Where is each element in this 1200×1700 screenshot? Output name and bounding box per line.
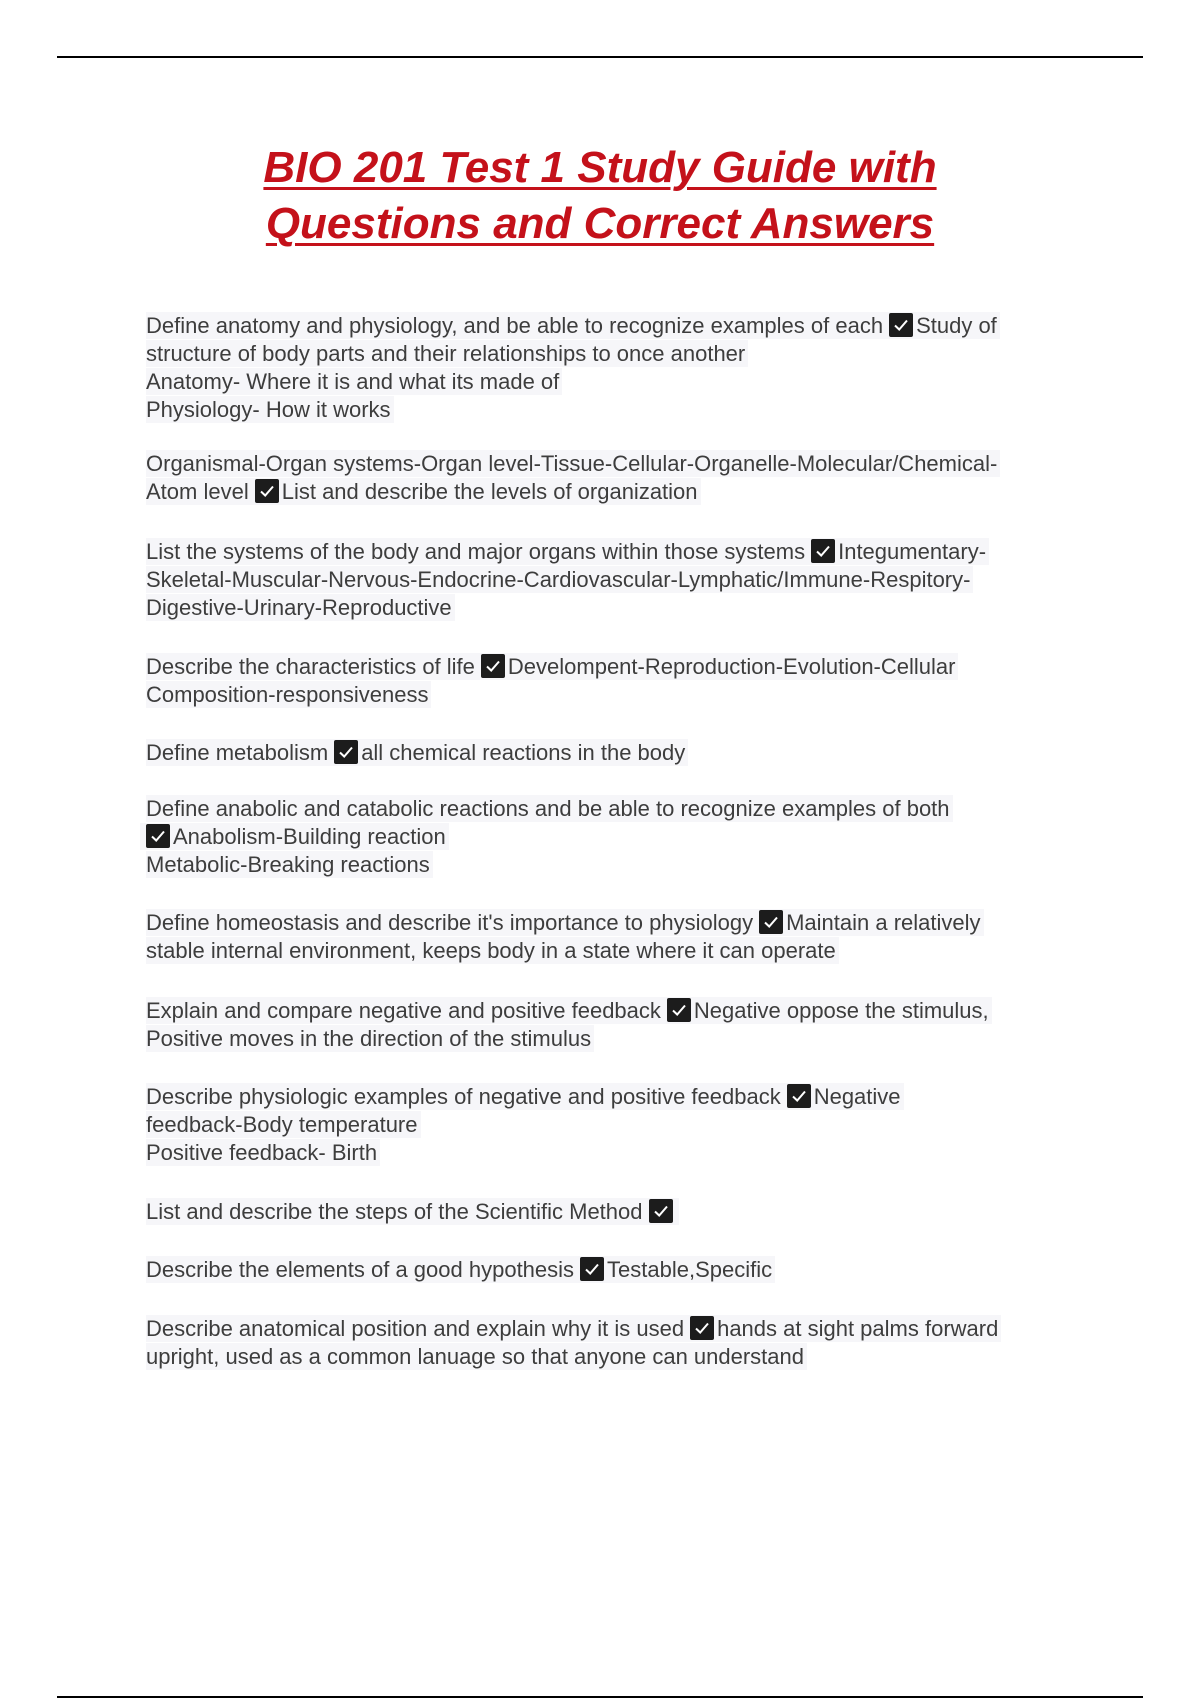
qa-line: [146, 739, 1096, 767]
qa-item: [146, 1083, 1096, 1167]
question-text: Organismal-Organ systems-Organ level-Tissue-Cellular-Organelle-Molecular/Chemical-: [146, 450, 1000, 477]
check-box-icon: [649, 1199, 673, 1223]
qa-line: [146, 368, 1096, 396]
check-box-icon: [580, 1257, 604, 1281]
check-box-icon: [334, 740, 358, 764]
qa-item: [146, 909, 1096, 965]
check-box-icon: [811, 539, 835, 563]
qa-item: [146, 1315, 1096, 1371]
answer-text: Negative oppose the stimulus,: [693, 998, 989, 1023]
check-box-icon: [481, 654, 505, 678]
answer-text: all chemical reactions in the body: [361, 740, 686, 765]
question-text: Explain and compare negative and positive feedback: [146, 998, 661, 1023]
question-text: Describe physiologic examples of negative and positive feedback: [146, 1084, 781, 1109]
qa-line: [146, 1343, 1096, 1371]
answer-text: Positive moves in the direction of the stimulus: [146, 1025, 594, 1052]
bottom-divider: [57, 1696, 1143, 1698]
answer-text: Integumentary-: [838, 539, 987, 564]
check-box-icon: [889, 313, 913, 337]
qa-item: [146, 450, 1096, 506]
answer-text: Metabolic-Breaking reactions: [146, 851, 433, 878]
answer-text: Study of: [916, 313, 997, 338]
question-text: Define anabolic and catabolic reactions and be able to recognize examples of both: [146, 795, 953, 822]
document-title: [0, 140, 1200, 252]
qa-line: [146, 795, 1096, 823]
answer-text: hands at sight palms forward: [717, 1316, 999, 1341]
qa-item: [146, 653, 1096, 709]
answer-text: Maintain a relatively: [786, 910, 981, 935]
answer-text: Positive feedback- Birth: [146, 1139, 380, 1166]
qa-line: [146, 909, 1096, 937]
title-line-2: Questions and Correct Answers: [265, 199, 935, 248]
question-text: Atom level: [146, 479, 249, 504]
answer-text: structure of body parts and their relationships to once another: [146, 340, 748, 367]
qa-line: [146, 566, 1096, 594]
question-text: Describe anatomical position and explain why it is used: [146, 1316, 685, 1341]
check-box-icon: [146, 824, 170, 848]
answer-text: Composition-responsiveness: [146, 681, 431, 708]
question-text: Describe the elements of a good hypothesis: [146, 1257, 575, 1282]
qa-line: [146, 478, 1096, 506]
qa-line: [146, 312, 1096, 340]
qa-line: [146, 1256, 1096, 1284]
qa-line: [146, 1111, 1096, 1139]
qa-line: [146, 538, 1096, 566]
qa-line: [146, 340, 1096, 368]
qa-line: [146, 396, 1096, 424]
check-box-icon: [667, 998, 691, 1022]
answer-text: feedback-Body temperature: [146, 1111, 421, 1138]
qa-line: [146, 1139, 1096, 1167]
qa-line: [146, 653, 1096, 681]
qa-line: [146, 1083, 1096, 1111]
qa-line: [146, 681, 1096, 709]
qa-item: [146, 739, 1096, 767]
qa-item: [146, 997, 1096, 1053]
answer-text: Digestive-Urinary-Reproductive: [146, 594, 455, 621]
answer-text: Testable,Specific: [607, 1257, 773, 1282]
question-text: List and describe the steps of the Scientific Method: [146, 1199, 643, 1224]
answer-text: Develompent-Reproduction-Evolution-Cellular: [507, 654, 956, 679]
qa-list: [146, 312, 1096, 1371]
qa-line: [146, 1198, 1096, 1226]
qa-line: [146, 851, 1096, 879]
qa-line: [140, 823, 1096, 851]
check-box-icon: [690, 1316, 714, 1340]
check-box-icon: [759, 910, 783, 934]
question-text: List the systems of the body and major organs within those systems: [146, 539, 806, 564]
answer-text: Physiology- How it works: [146, 396, 394, 423]
title-line-1: BIO 201 Test 1 Study Guide with: [263, 143, 937, 192]
qa-item: [146, 795, 1096, 879]
answer-text: Anabolism-Building reaction: [173, 824, 446, 849]
answer-text: List and describe the levels of organization: [281, 479, 698, 504]
answer-text: upright, used as a common lanuage so that anyone can understand: [146, 1343, 807, 1370]
answer-text: Skeletal-Muscular-Nervous-Endocrine-Cardiovascular-Lymphatic/Immune-Respitory-: [146, 566, 973, 593]
qa-line: [146, 997, 1096, 1025]
qa-line: [146, 450, 1096, 478]
question-text: Define homeostasis and describe it's importance to physiology: [146, 910, 754, 935]
top-divider: [57, 56, 1143, 58]
question-text: Describe the characteristics of life: [146, 654, 475, 679]
qa-line: [146, 937, 1096, 965]
qa-item: [146, 538, 1096, 622]
answer-text: Negative: [813, 1084, 901, 1109]
qa-item: [146, 1256, 1096, 1284]
qa-item: [146, 1198, 1096, 1226]
qa-line: [146, 1315, 1096, 1343]
qa-line: [146, 594, 1096, 622]
question-text: Define anatomy and physiology, and be able to recognize examples of each: [146, 313, 884, 338]
check-box-icon: [787, 1084, 811, 1108]
qa-item: [146, 312, 1096, 424]
answer-text: stable internal environment, keeps body in a state where it can operate: [146, 937, 839, 964]
qa-line: [146, 1025, 1096, 1053]
answer-text: Anatomy- Where it is and what its made of: [146, 368, 562, 395]
question-text: Define metabolism: [146, 740, 329, 765]
check-box-icon: [255, 479, 279, 503]
